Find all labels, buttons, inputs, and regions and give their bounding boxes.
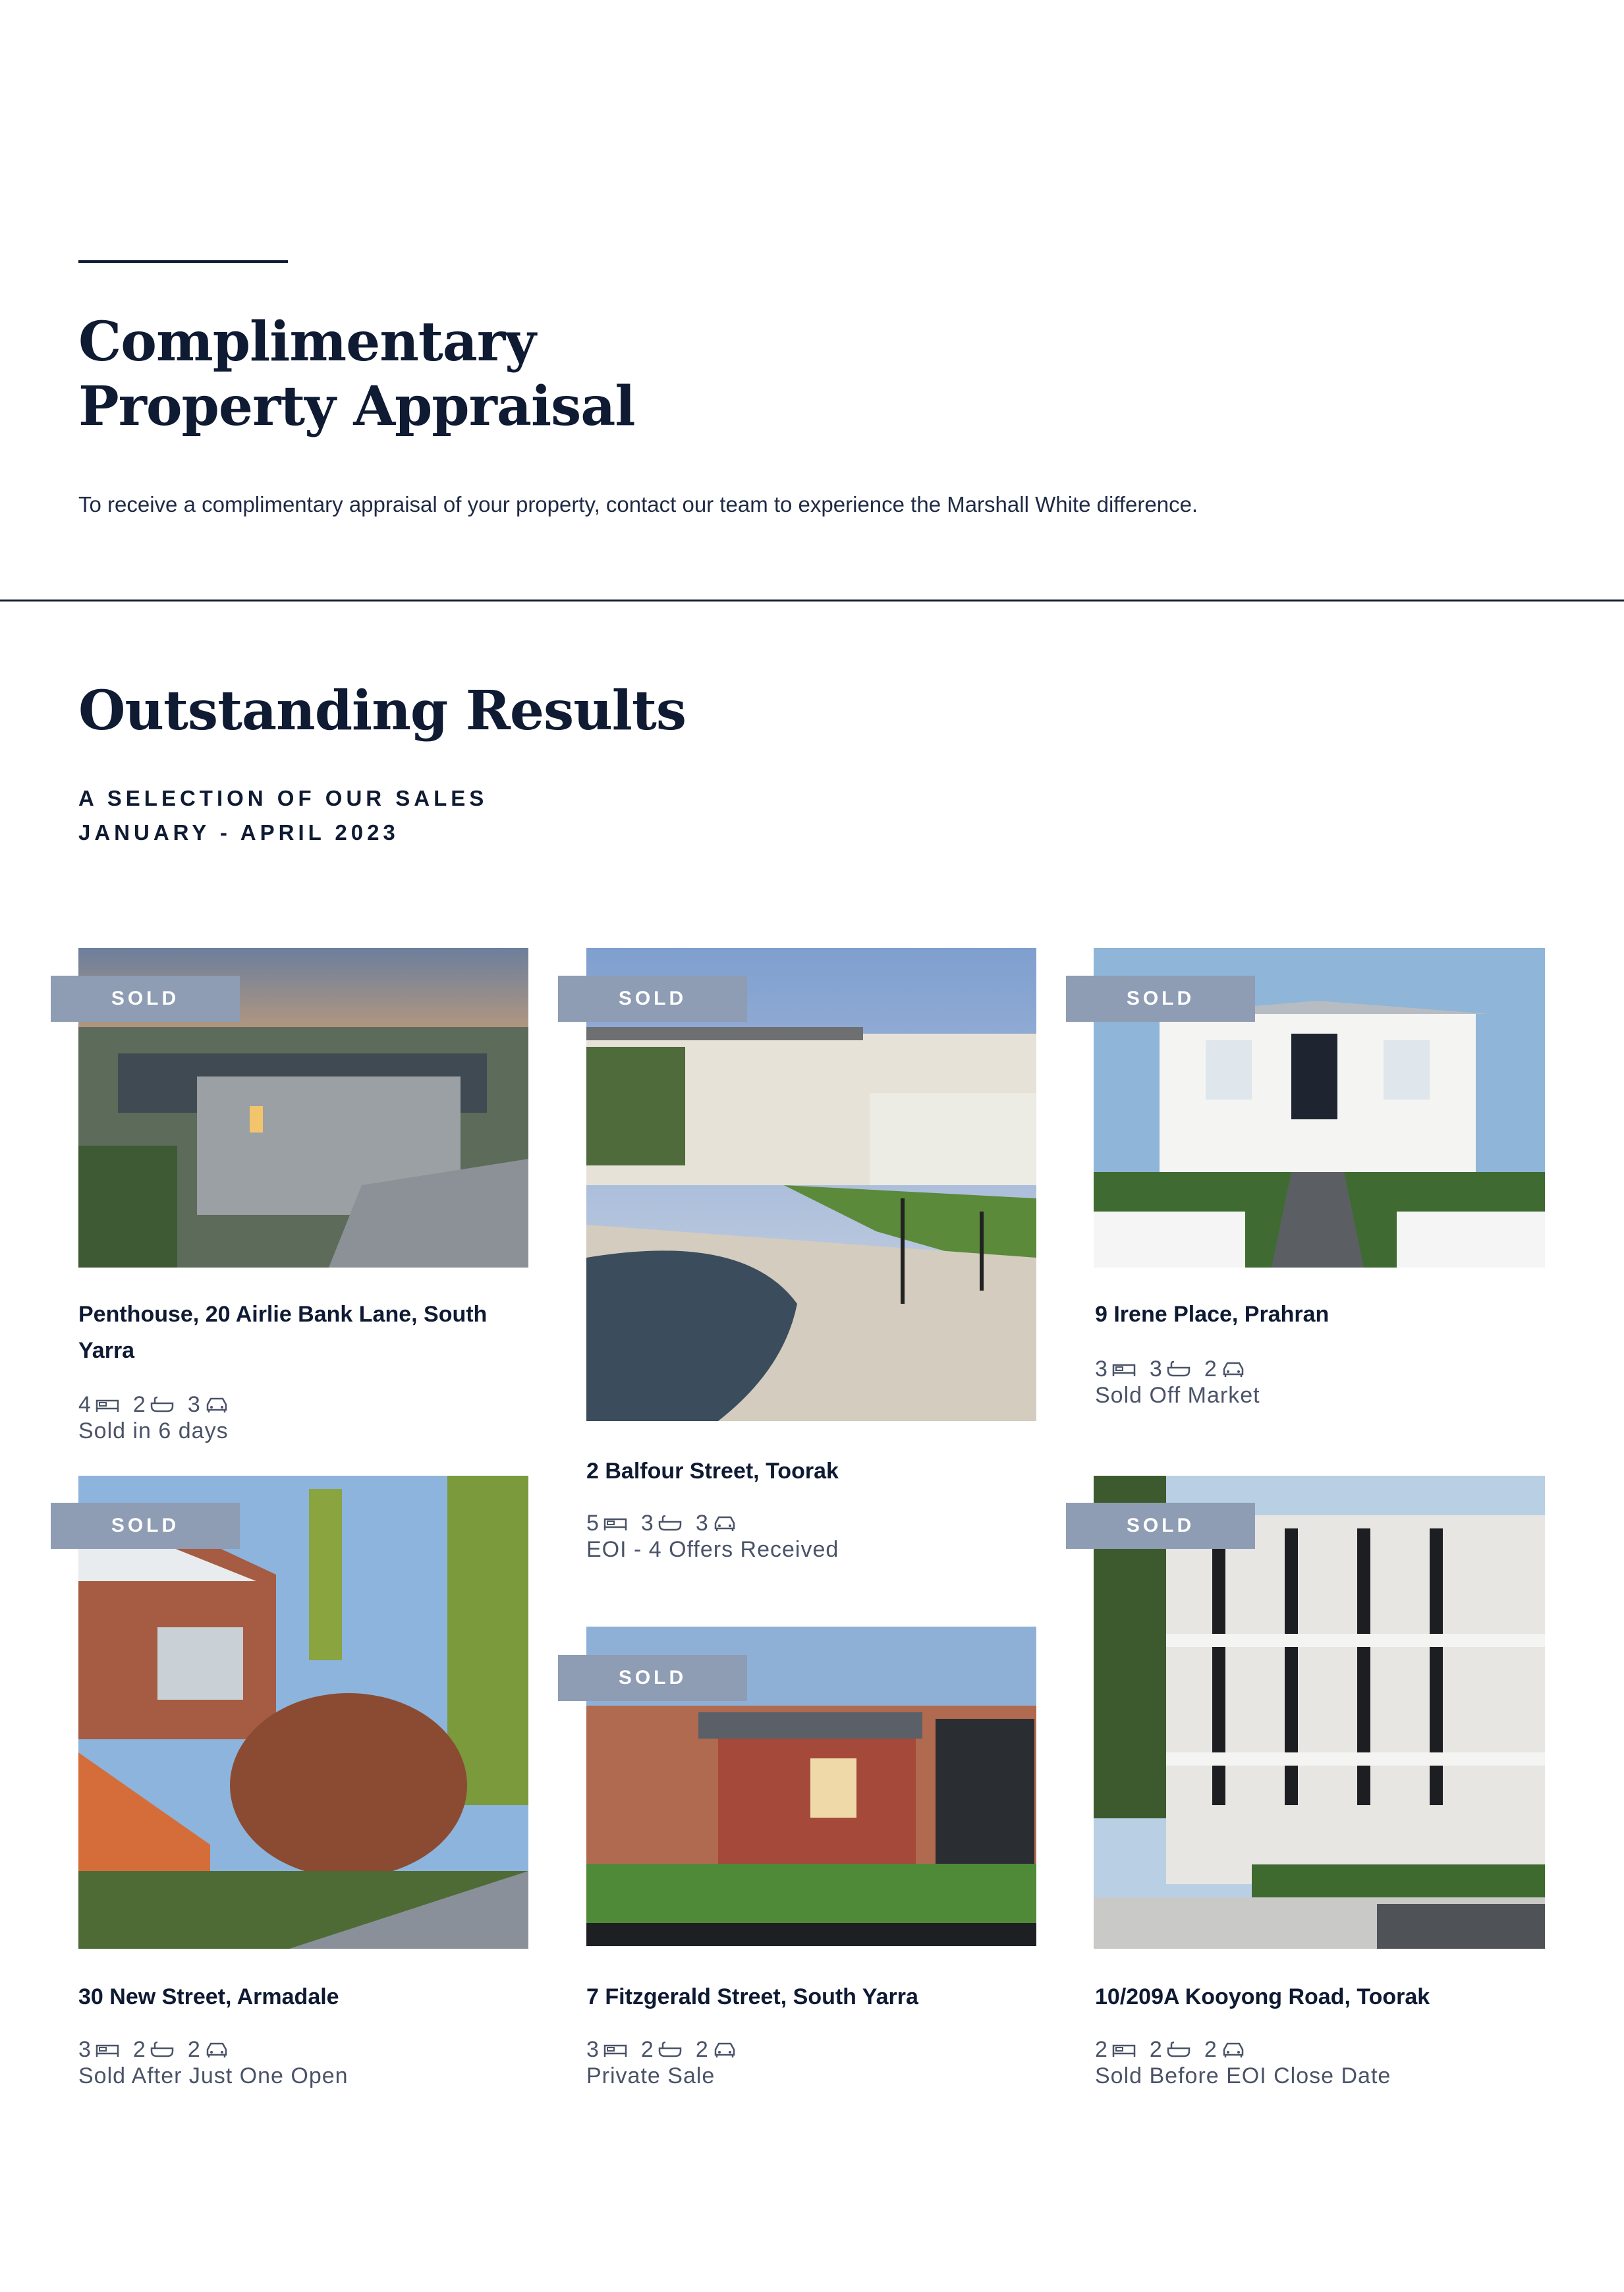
results-title: Outstanding Results <box>78 679 686 742</box>
property-address[interactable]: 7 Fitzgerald Street, South Yarra <box>586 1984 918 2009</box>
baths-count: 3 <box>640 1511 654 1536</box>
property-features <box>1095 2036 1259 2063</box>
property-features <box>586 1509 750 1537</box>
property-status: EOI - 4 Offers Received <box>586 1537 839 1562</box>
beds-count: 5 <box>586 1511 599 1536</box>
section-divider <box>0 600 1624 601</box>
results-subtitle-line2: JANUARY - APRIL 2023 <box>78 820 399 845</box>
bed-icon <box>1111 2040 1136 2059</box>
beds-count: 3 <box>78 2037 91 2062</box>
property-features <box>586 2036 750 2063</box>
sold-badge: SOLD <box>558 976 747 1022</box>
sold-badge: SOLD <box>1066 976 1255 1022</box>
bath-icon <box>150 1395 175 1414</box>
property-features <box>78 2036 242 2063</box>
car-icon <box>204 2040 229 2059</box>
sold-badge: SOLD <box>1066 1503 1255 1549</box>
sold-badge: SOLD <box>51 976 240 1022</box>
results-subtitle-line1: A SELECTION OF OUR SALES <box>78 786 488 810</box>
cars-count: 3 <box>187 1392 200 1417</box>
property-status: Sold Off Market <box>1095 1383 1260 1408</box>
appraisal-body: To receive a complimentary appraisal of your property, contact our team to experience the Marshall White difference. <box>78 492 1198 517</box>
bath-icon <box>1166 1360 1191 1378</box>
bath-icon <box>150 2040 175 2059</box>
bed-icon <box>95 2040 120 2059</box>
property-features <box>78 1391 242 1418</box>
beds-count: 2 <box>1095 2037 1107 2062</box>
property-address[interactable]: Penthouse, 20 Airlie Bank Lane, South Yarra <box>78 1302 488 1363</box>
beds-count: 3 <box>586 2037 599 2062</box>
bed-icon <box>603 2040 628 2059</box>
bath-icon <box>658 1514 683 1532</box>
appraisal-title-line2: Property Appraisal <box>78 375 635 438</box>
bed-icon <box>95 1395 120 1414</box>
sold-badge: SOLD <box>51 1503 240 1549</box>
property-status: Sold After Just One Open <box>78 2063 349 2088</box>
cars-count: 2 <box>695 2037 708 2062</box>
car-icon <box>712 1514 737 1532</box>
beds-count: 4 <box>78 1392 91 1417</box>
car-icon <box>712 2040 737 2059</box>
car-icon <box>1221 1360 1246 1378</box>
bed-icon <box>1111 1360 1136 1378</box>
property-features <box>1095 1355 1259 1383</box>
property-address[interactable]: 2 Balfour Street, Toorak <box>586 1459 839 1484</box>
property-address[interactable]: 30 New Street, Armadale <box>78 1984 339 2009</box>
bath-icon <box>658 2040 683 2059</box>
bath-icon <box>1166 2040 1191 2059</box>
appraisal-title <box>78 310 635 439</box>
baths-count: 2 <box>1149 2037 1162 2062</box>
car-icon <box>204 1395 229 1414</box>
property-address[interactable]: 9 Irene Place, Prahran <box>1095 1302 1330 1327</box>
cars-count: 2 <box>187 2037 200 2062</box>
baths-count: 3 <box>1149 1356 1162 1382</box>
beds-count: 3 <box>1095 1356 1107 1382</box>
appraisal-title-line1: Complimentary <box>78 310 536 374</box>
property-status: Private Sale <box>586 2063 715 2088</box>
bed-icon <box>603 1514 628 1532</box>
car-icon <box>1221 2040 1246 2059</box>
title-rule <box>78 260 288 263</box>
cars-count: 3 <box>695 1511 708 1536</box>
property-status: Sold Before EOI Close Date <box>1095 2063 1391 2088</box>
baths-count: 2 <box>132 2037 146 2062</box>
baths-count: 2 <box>640 2037 654 2062</box>
cars-count: 2 <box>1204 2037 1217 2062</box>
baths-count: 2 <box>132 1392 146 1417</box>
property-status: Sold in 6 days <box>78 1418 229 1443</box>
property-address[interactable]: 10/209A Kooyong Road, Toorak <box>1095 1984 1430 2009</box>
sold-badge: SOLD <box>558 1655 747 1701</box>
cars-count: 2 <box>1204 1356 1217 1382</box>
